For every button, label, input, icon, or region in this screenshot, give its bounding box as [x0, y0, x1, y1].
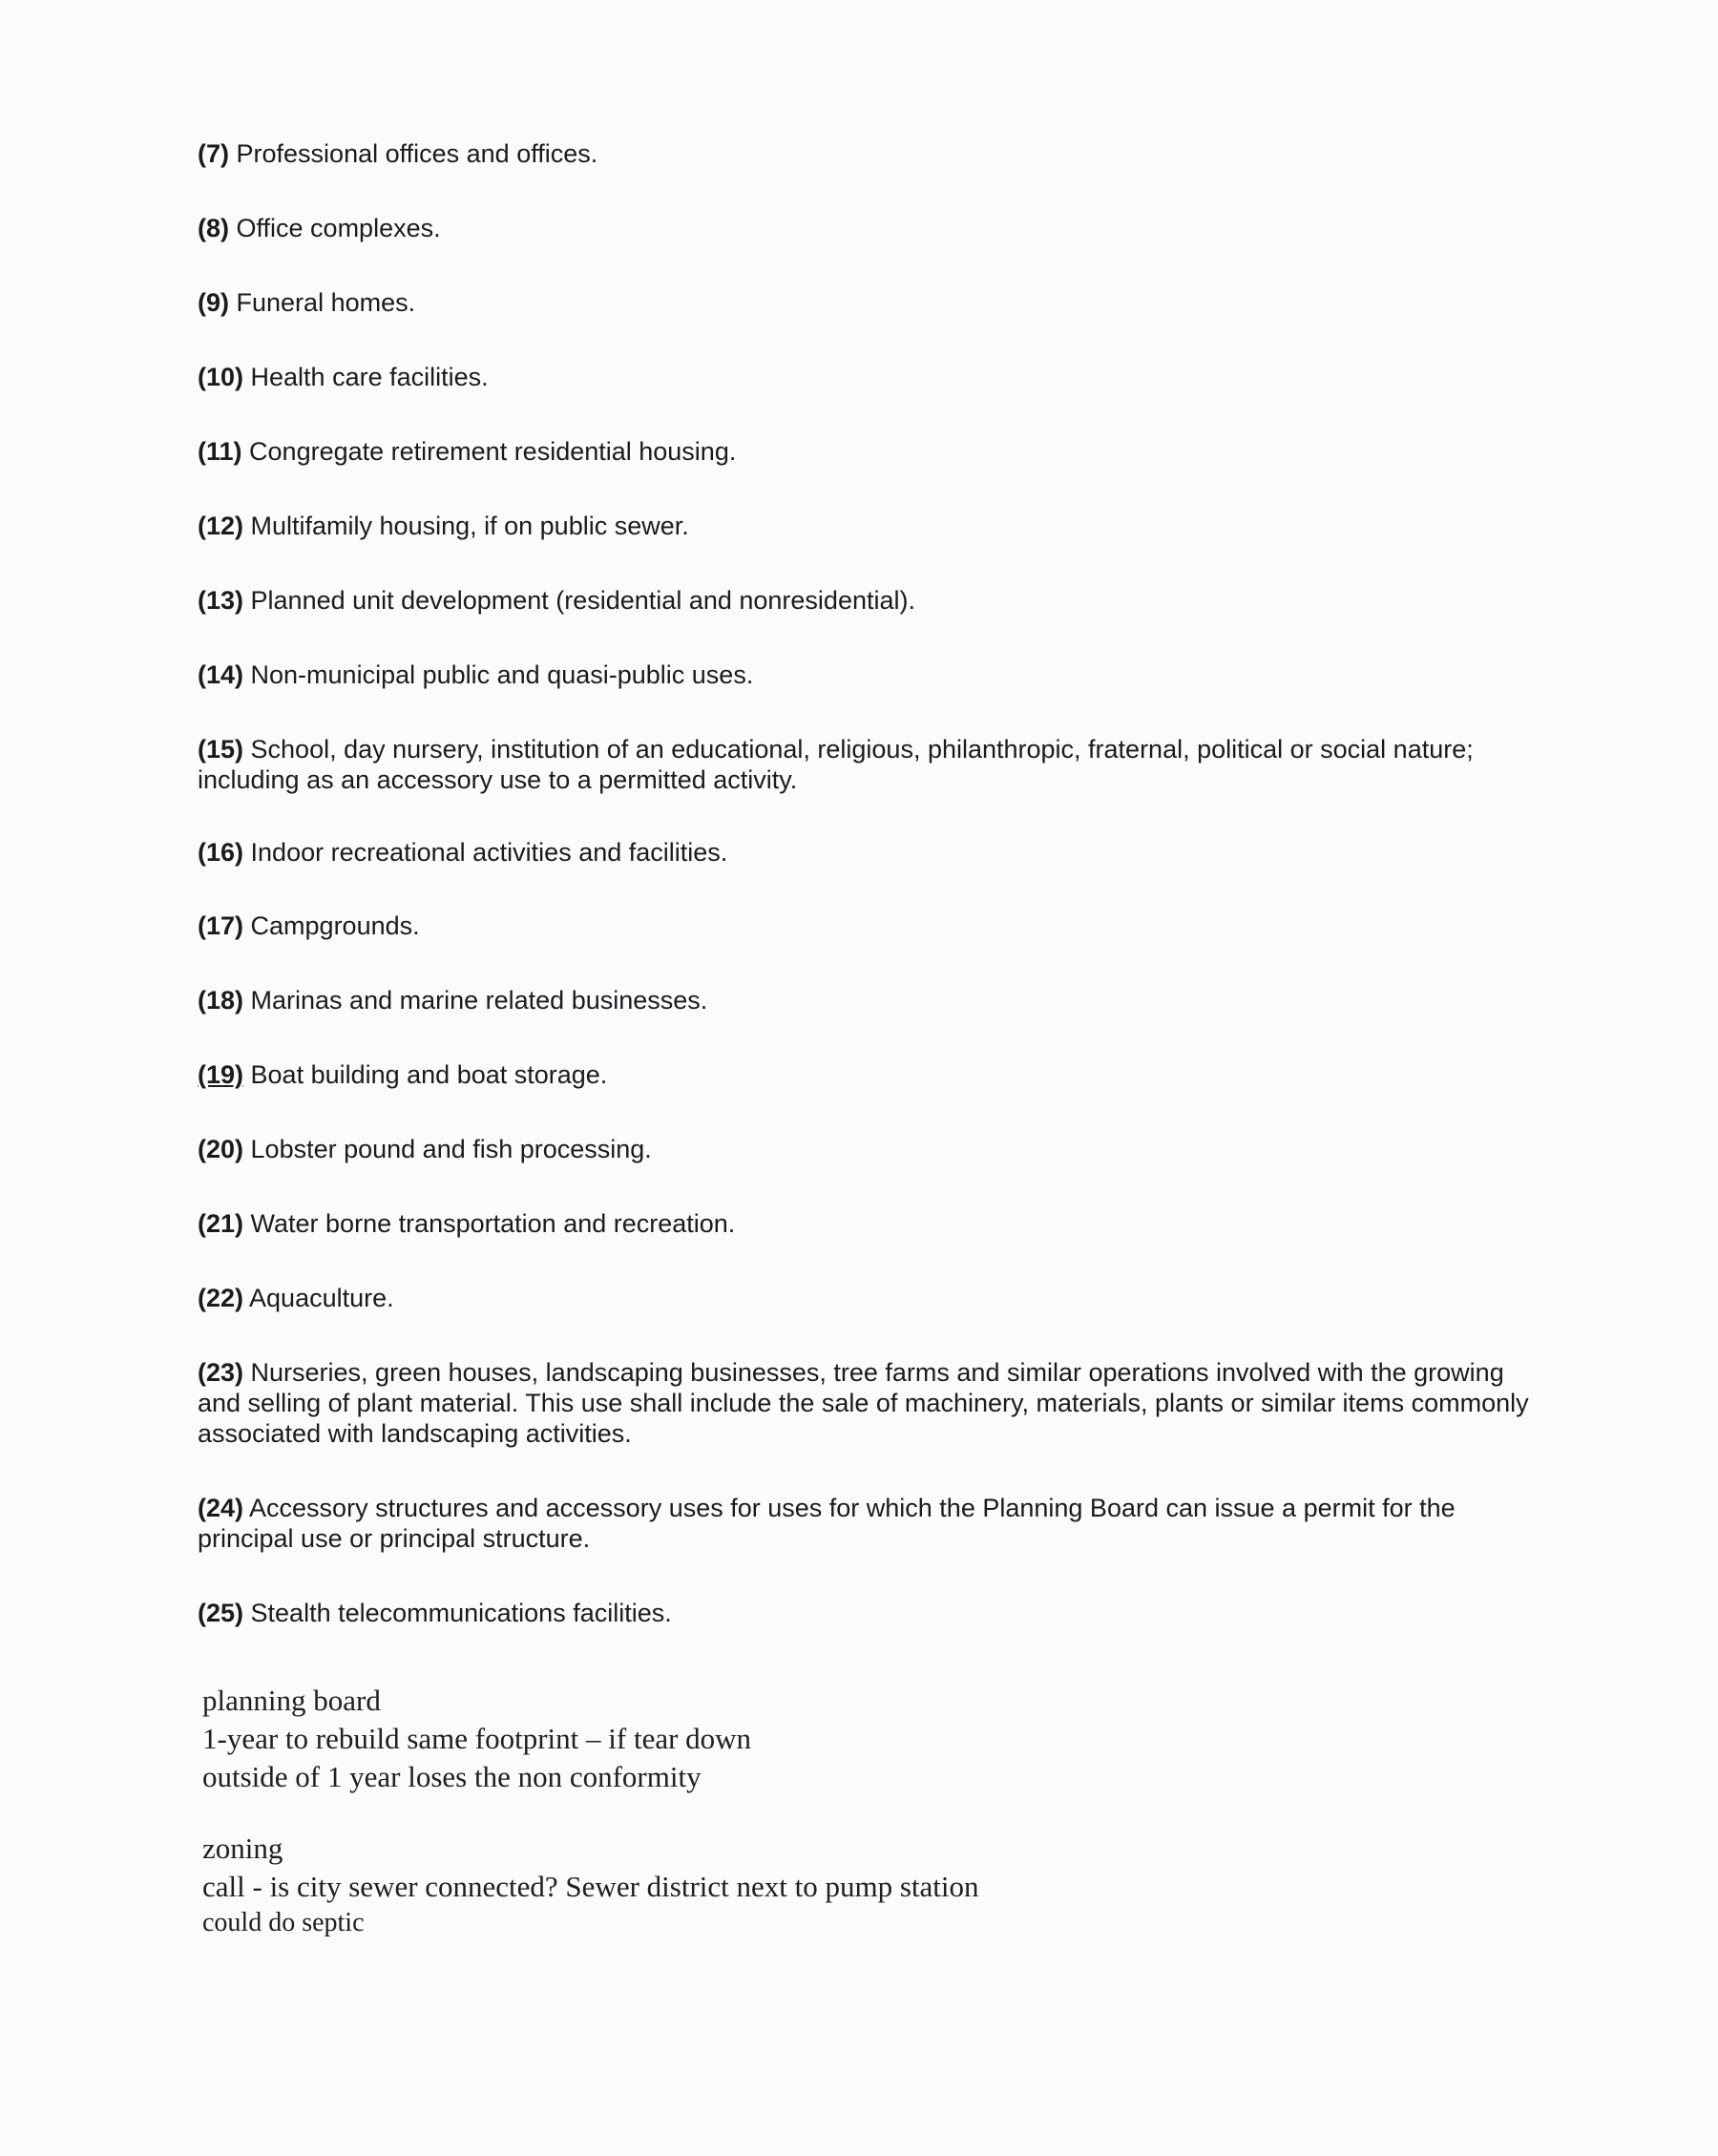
list-item: (11) Congregate retirement residential housing. [198, 437, 737, 466]
list-item: (14) Non-municipal public and quasi-public uses. [198, 660, 754, 689]
zoning-note [202, 1830, 1252, 1940]
note-line: could do septic [202, 1908, 365, 1937]
list-item: (10) Health care facilities. [198, 363, 489, 391]
planning-board-note [202, 1682, 1252, 1796]
list-item: (17) Campgrounds. [198, 911, 420, 940]
list-item: (19) Boat building and boat storage. [198, 1060, 608, 1089]
permitted-uses-list [198, 138, 1553, 1628]
list-item: (24) Accessory structures and accessory uses for uses for which the Planning Board can issue a permit for the principal use or principal structure. [198, 1494, 1456, 1553]
note-heading: zoning [202, 1832, 283, 1865]
list-item: (25) Stealth telecommunications facilities. [198, 1599, 672, 1627]
list-item: (16) Indoor recreational activities and facilities. [198, 838, 728, 867]
list-item: (12) Multifamily housing, if on public sewer. [198, 512, 689, 540]
note-line: call - is city sewer connected? Sewer district next to pump station [202, 1870, 979, 1903]
list-item: (8) Office complexes. [198, 214, 441, 242]
list-item: (13) Planned unit development (residential and nonresidential). [198, 586, 915, 615]
list-item: (21) Water borne transportation and recreation. [198, 1209, 736, 1238]
list-item: (18) Marinas and marine related businesses. [198, 986, 708, 1015]
list-item: (20) Lobster pound and fish processing. [198, 1135, 652, 1163]
list-item: (23) Nurseries, green houses, landscaping businesses, tree farms and similar operations involved with the growing and selling of plant material. This use shall include the sale of machinery, materials, plants or similar items commonly associated with landscaping activities. [198, 1358, 1529, 1448]
list-item: (9) Funeral homes. [198, 288, 416, 317]
note-heading: planning board [202, 1684, 381, 1717]
note-line: outside of 1 year loses the non conformity [202, 1760, 702, 1793]
list-item: (22) Aquaculture. [198, 1284, 394, 1312]
list-item: (7) Professional offices and offices. [198, 139, 598, 168]
list-item: (15) School, day nursery, institution of an educational, religious, philanthropic, fraternal, political or social nature; including as an accessory use to a permitted activity. [198, 735, 1474, 794]
note-line: 1-year to rebuild same footprint – if tear down [202, 1722, 752, 1755]
